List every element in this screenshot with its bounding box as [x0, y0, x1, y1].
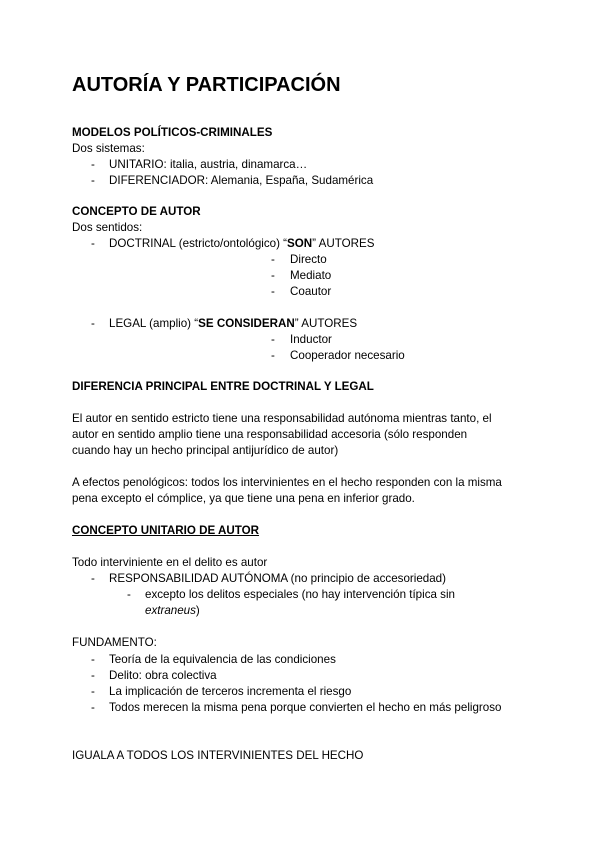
- bullet-dash: -: [271, 349, 275, 362]
- bullet-dash: -: [271, 269, 275, 282]
- sub-list-item-text: excepto los delitos especiales (no hay intervención típica sin: [145, 588, 455, 601]
- sub-list-item-text: Inductor: [290, 333, 332, 346]
- bullet-dash: -: [91, 174, 95, 187]
- bullet-dash: -: [91, 701, 95, 714]
- bullet-dash: -: [91, 653, 95, 666]
- sub-list-item-text: Mediato: [290, 269, 332, 282]
- bullet-dash: -: [271, 333, 275, 346]
- section-intro-interviniente: Todo interviniente en el delito es autor: [72, 556, 268, 569]
- list-item-text: Delito: obra colectiva: [109, 669, 217, 682]
- bullet-dash: -: [127, 588, 131, 601]
- list-item-text: DIFERENCIADOR: Alemania, España, Sudamérica: [109, 174, 374, 187]
- page-title: AUTORÍA Y PARTICIPACIÓN: [72, 74, 341, 96]
- paragraph-line: cuando hay un hecho principal antijurídico de autor): [72, 444, 339, 457]
- sub-list-item-text: Cooperador necesario: [290, 349, 405, 362]
- bullet-dash: -: [91, 572, 95, 585]
- list-item-text: RESPONSABILIDAD AUTÓNOMA (no principio de accesoriedad): [109, 572, 446, 585]
- sub-list-item-continuation: extraneus): [145, 604, 200, 617]
- section-intro-sistemas: Dos sistemas:: [72, 142, 145, 155]
- sub-list-item-text: Directo: [290, 253, 327, 266]
- bullet-dash: -: [91, 685, 95, 698]
- bullet-dash: -: [91, 237, 95, 250]
- section-intro-sentidos: Dos sentidos:: [72, 221, 143, 234]
- sub-list-item-text: Coautor: [290, 285, 332, 298]
- list-item-text: DOCTRINAL (estricto/ontológico) “SON” AUTORES: [109, 237, 375, 250]
- list-item-text: UNITARIO: italia, austria, dinamarca…: [109, 158, 308, 171]
- paragraph-line: El autor en sentido estricto tiene una responsabilidad autónoma mientras tanto, el: [72, 412, 492, 425]
- fundamento-label: FUNDAMENTO:: [72, 636, 157, 649]
- paragraph-line: autor en sentido amplio tiene una responsabilidad accesoria (sólo responden: [72, 428, 468, 441]
- section-heading-modelos: MODELOS POLÍTICOS-CRIMINALES: [72, 126, 273, 139]
- bullet-dash: -: [271, 285, 275, 298]
- bullet-dash: -: [91, 317, 95, 330]
- list-item-text: La implicación de terceros incrementa el riesgo: [109, 685, 352, 698]
- closing-statement: IGUALA A TODOS LOS INTERVINIENTES DEL HECHO: [72, 749, 364, 762]
- section-heading-concepto-autor: CONCEPTO DE AUTOR: [72, 205, 201, 218]
- paragraph-line: pena excepto el cómplice, ya que tiene una pena en inferior grado.: [72, 492, 415, 505]
- section-heading-diferencia: DIFERENCIA PRINCIPAL ENTRE DOCTRINAL Y LEGAL: [72, 380, 374, 393]
- bullet-dash: -: [271, 253, 275, 266]
- bullet-dash: -: [91, 158, 95, 171]
- section-heading-unitario: CONCEPTO UNITARIO DE AUTOR: [72, 524, 260, 537]
- paragraph-line: A efectos penológicos: todos los intervinientes en el hecho responden con la misma: [72, 476, 502, 489]
- list-item-text: Todos merecen la misma pena porque convierten el hecho en más peligroso: [109, 701, 502, 714]
- list-item-text: LEGAL (amplio) “SE CONSIDERAN” AUTORES: [109, 317, 358, 330]
- list-item-text: Teoría de la equivalencia de las condiciones: [109, 653, 336, 666]
- bullet-dash: -: [91, 669, 95, 682]
